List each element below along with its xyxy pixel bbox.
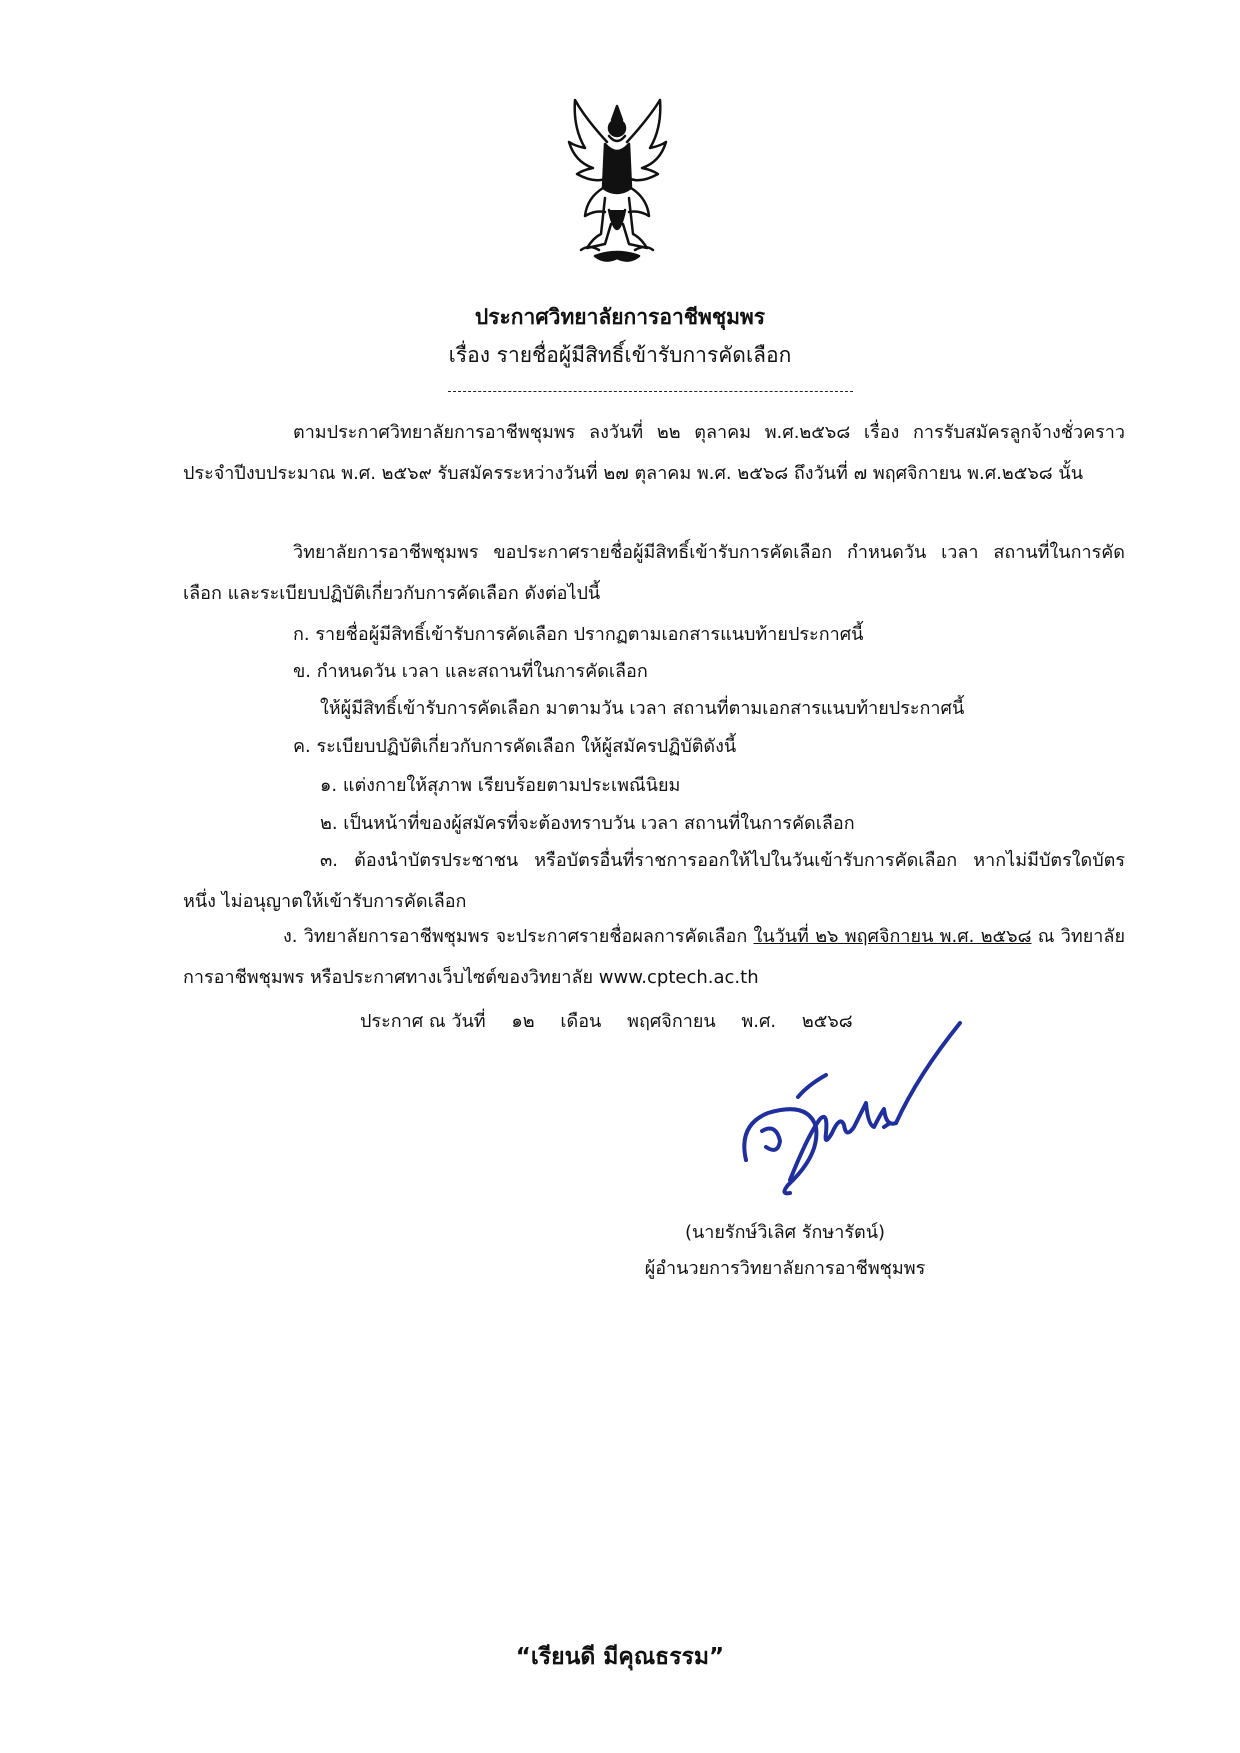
director-signature — [728, 1015, 978, 1225]
item-a: ก. รายชื่อผู้มีสิทธิ์เข้ารับการคัดเลือก ปรากฏตามเอกสารแนบท้ายประกาศนี้ — [293, 624, 864, 645]
announcement-subject: เรื่อง รายชื่อผู้มีสิทธิ์เข้ารับการคัดเลือก — [448, 343, 792, 367]
item-c-1: ๑. แต่งกายให้สุภาพ เรียบร้อยตามประเพณีนิยม — [320, 775, 681, 796]
date-month: พฤศจิกายน — [627, 1011, 716, 1032]
item-d-location: ณ วิทยาลัยการอาชีพชุมพร หรือประกาศทางเว็บไซต์ของวิทยาลัย www.cptech.ac.th — [183, 926, 1125, 988]
garuda-emblem-icon — [565, 98, 670, 270]
date-year-label: พ.ศ. — [741, 1011, 777, 1032]
announcement-title: ประกาศวิทยาลัยการอาชีพชุมพร — [474, 305, 766, 329]
item-c: ค. ระเบียบปฏิบัติเกี่ยวกับการคัดเลือก ให้ผู้สมัครปฏิบัติดังนี้ — [293, 736, 737, 757]
item-b-detail: ให้ผู้มีสิทธิ์เข้ารับการคัดเลือก มาตามวัน เวลา สถานที่ตามเอกสารแนบท้ายประกาศนี้ — [320, 698, 965, 719]
item-b: ข. กำหนดวัน เวลา และสถานที่ในการคัดเลือก — [293, 661, 648, 682]
date-year: ๒๕๖๘ — [801, 1011, 853, 1032]
item-c-2: ๒. เป็นหน้าที่ของผู้สมัครที่จะต้องทราบวัน เวลา สถานที่ในการคัดเลือก — [320, 813, 855, 834]
item-d-text: ง. วิทยาลัยการอาชีพชุมพร จะประกาศรายชื่อผลการคัดเลือก — [283, 926, 748, 947]
intro-paragraph: ตามประกาศวิทยาลัยการอาชีพชุมพร ลงวันที่ ๒๒ ตุลาคม พ.ศ.๒๕๖๘ เรื่อง การรับสมัครลูกจ้างชั่วคราว ประจำปีงบประมาณ พ.ศ. ๒๕๖๙ รับสมัครระหว่างวันที่ ๒๗ ตุลาคม พ.ศ. ๒๕๖๘ ถึงวันที่ ๗ พฤศจิกายน พ.ศ.๒๕๖๘ นั้น — [183, 422, 1125, 484]
title-divider — [448, 391, 853, 392]
item-d-results-date: ในวันที่ ๒๖ พฤศจิกายน พ.ศ. ๒๕๖๘ — [753, 926, 1032, 947]
date-day: ๑๒ — [511, 1011, 535, 1032]
item-d — [183, 916, 1125, 998]
date-prefix: ประกาศ ณ วันที่ — [360, 1011, 486, 1032]
college-motto: “เรียนดี มีคุณธรรม” — [515, 1644, 725, 1670]
signer-name: (นายรักษ์วิเลิศ รักษารัตน์) — [684, 1222, 886, 1243]
signer-title: ผู้อำนวยการวิทยาลัยการอาชีพชุมพร — [644, 1258, 926, 1279]
purpose-paragraph: วิทยาลัยการอาชีพชุมพร ขอประกาศรายชื่อผู้มีสิทธิ์เข้ารับการคัดเลือก กำหนดวัน เวลา สถานที่ในการคัดเลือก และระเบียบปฏิบัติเกี่ยวกับการคัดเลือก ดังต่อไปนี้ — [183, 542, 1125, 604]
item-c-3: ๓. ต้องนำบัตรประชาชน หรือบัตรอื่นที่ราชการออกให้ไปในวันเข้ารับการคัดเลือก หากไม่มีบัตรใดบัตรหนึ่ง ไม่อนุญาตให้เข้ารับการคัดเลือก — [183, 850, 1125, 912]
date-month-label: เดือน — [560, 1011, 602, 1032]
